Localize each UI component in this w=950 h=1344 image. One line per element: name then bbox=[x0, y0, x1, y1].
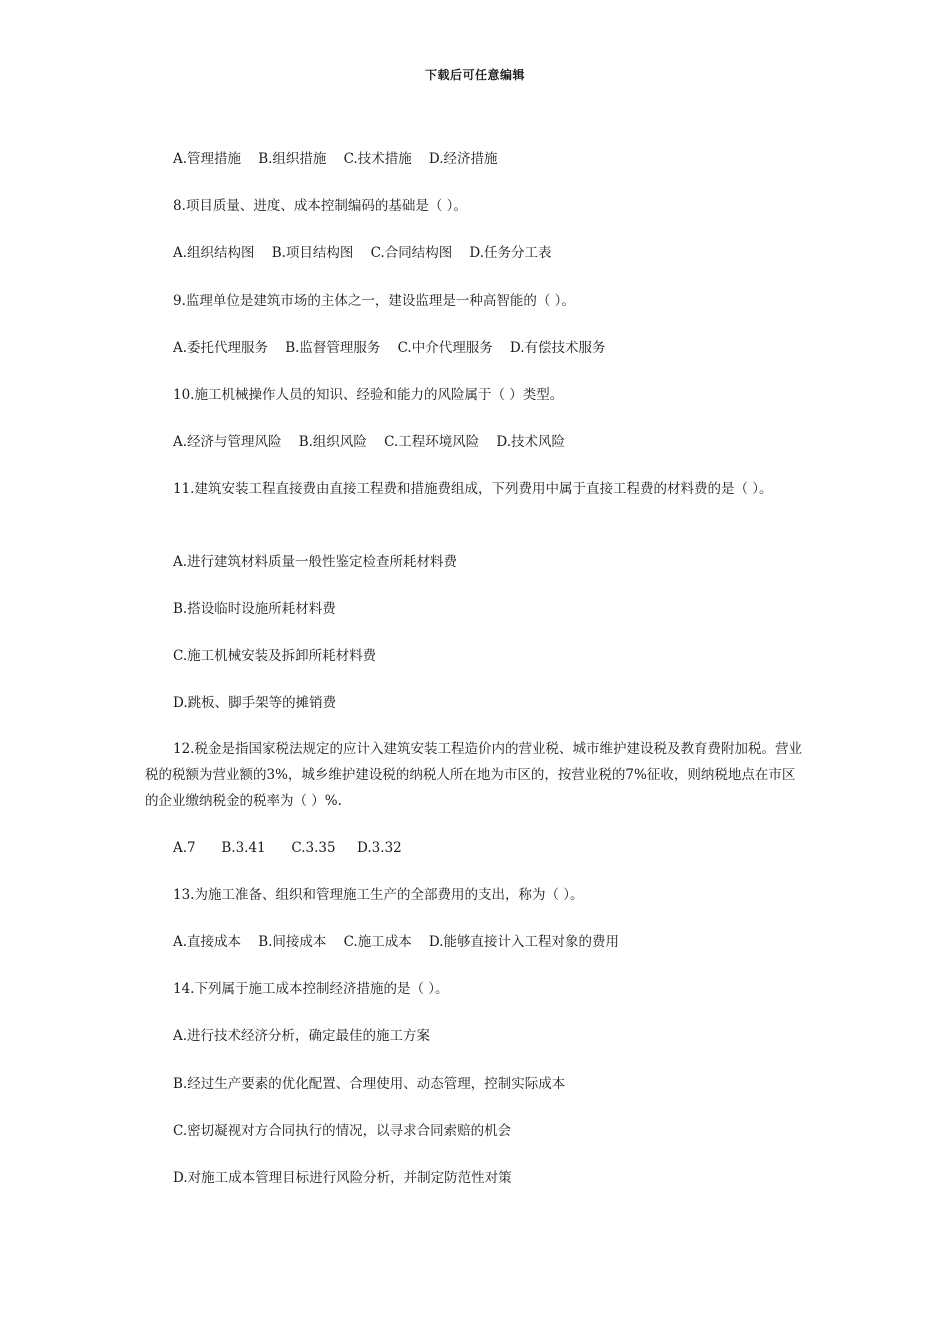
q12-options: A.7 B.3.41 C.3.35 D.3.32 bbox=[173, 840, 402, 856]
question-13: 13.为施工准备、组织和管理施工生产的全部费用的支出，称为（ ）。 bbox=[173, 887, 584, 903]
q14-option-c: C.密切凝视对方合同执行的情况，以寻求合同索赔的机会 bbox=[173, 1123, 512, 1139]
question-11: 11.建筑安装工程直接费由直接工程费和措施费组成，下列费用中属于直接工程费的材料费的是（ ）。 bbox=[173, 481, 773, 497]
question-14: 14.下列属于施工成本控制经济措施的是（ ）。 bbox=[173, 981, 449, 997]
q10-options: A.经济与管理风险 B.组织风险 C.工程环境风险 D.技术风险 bbox=[173, 434, 566, 450]
q8-options: A.组织结构图 B.项目结构图 C.合同结构图 D.任务分工表 bbox=[173, 245, 552, 261]
q11-option-b: B.搭设临时设施所耗材料费 bbox=[173, 601, 336, 617]
page-header: 下载后可任意编辑 bbox=[424, 68, 525, 82]
question-12: 12.税金是指国家税法规定的应计入建筑安装工程造价内的营业税、城市维护建设税及教育费附加税。营业税的税额为营业额的3%，城乡维护建设税的纳税人所在地为市区的，按营业税的7%征收，则纳税地点在市区的企业缴纳税金的税率为（ ）%. bbox=[145, 741, 802, 809]
question-8: 8.项目质量、进度、成本控制编码的基础是（ ）。 bbox=[173, 198, 467, 214]
q14-option-b: B.经过生产要素的优化配置、合理使用、动态管理，控制实际成本 bbox=[173, 1076, 566, 1092]
q7-options: A.管理措施 B.组织措施 C.技术措施 D.经济措施 bbox=[173, 151, 498, 167]
question-10: 10.施工机械操作人员的知识、经验和能力的风险属于（ ）类型。 bbox=[173, 387, 564, 403]
q13-options: A.直接成本 B.间接成本 C.施工成本 D.能够直接计入工程对象的费用 bbox=[173, 934, 620, 950]
question-9: 9.监理单位是建筑市场的主体之一，建设监理是一种高智能的（ ）。 bbox=[173, 293, 575, 309]
q11-option-a: A.进行建筑材料质量一般性鉴定检查所耗材料费 bbox=[173, 554, 458, 570]
q14-option-a: A.进行技术经济分析，确定最佳的施工方案 bbox=[173, 1028, 431, 1044]
q11-option-c: C.施工机械安装及拆卸所耗材料费 bbox=[173, 648, 377, 664]
q14-option-d: D.对施工成本管理目标进行风险分析，并制定防范性对策 bbox=[173, 1170, 512, 1186]
q9-options: A.委托代理服务 B.监督管理服务 C.中介代理服务 D.有偿技术服务 bbox=[173, 340, 606, 356]
q11-option-d: D.跳板、脚手架等的摊销费 bbox=[173, 695, 337, 711]
